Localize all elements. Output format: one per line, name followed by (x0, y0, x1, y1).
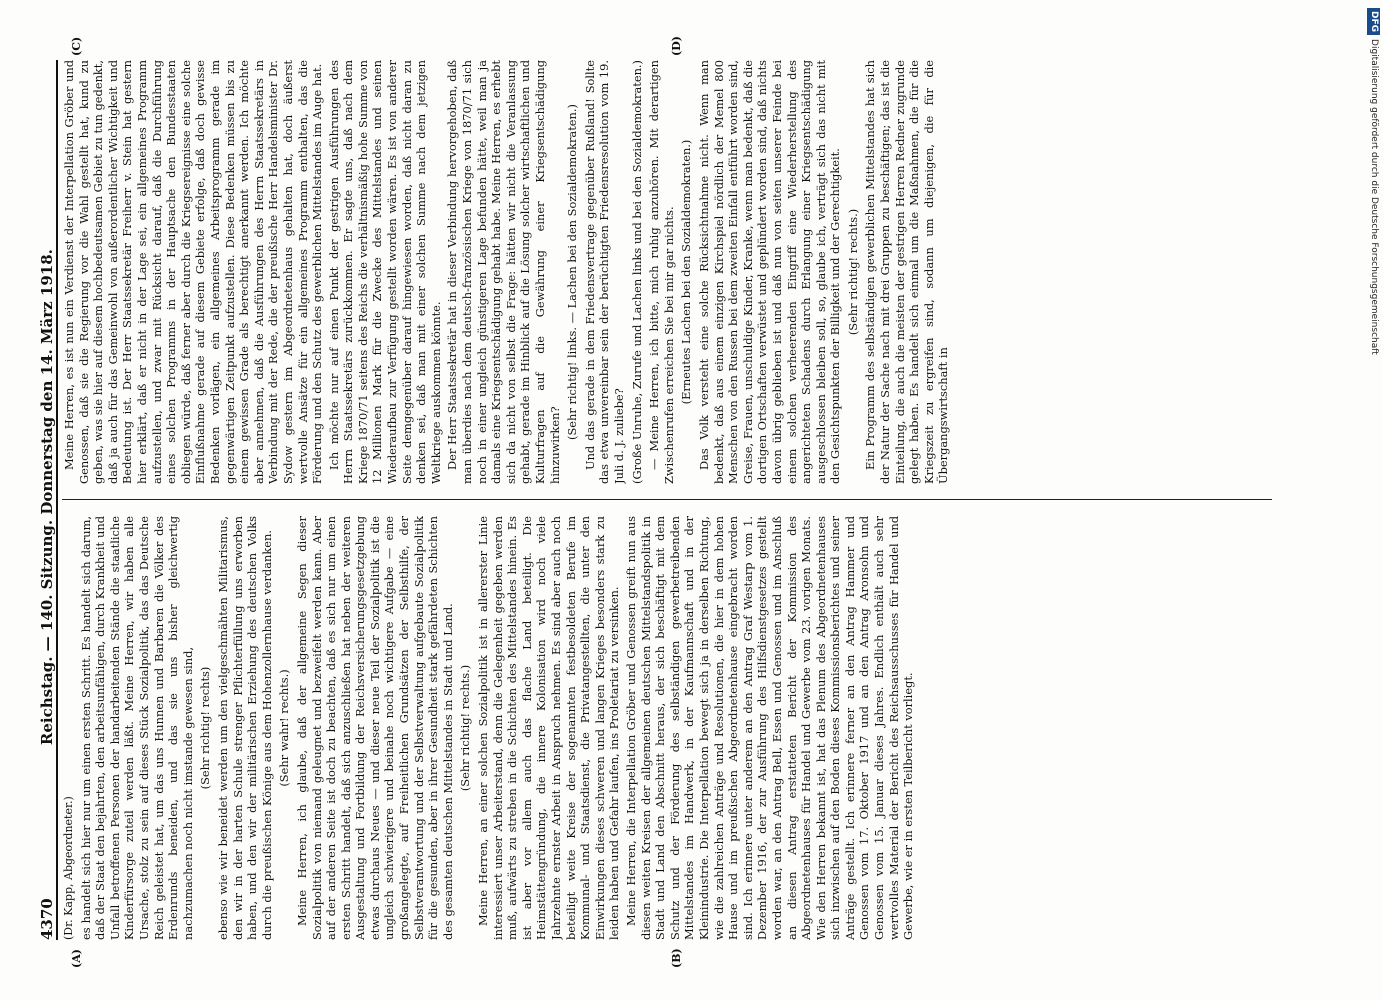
paragraph: Ich möchte nur auf einen Punkt der gestrigen Ausführungen des Herrn Staatssekretärs zurückkommen. Er sagte uns, daß nach dem Kriege 1870/71 seitens des Reichs die verhältnismäßig hohe Summe von 12 Millionen Mark für die Zwecke des Mittelstandes und seinen Wiederaufbau zur Verfügung gestellt worden wären. Es ist von anderer Seite demgegenüber darauf hingewiesen worden, daß nicht daran zu denken sei, daß man mit einer solchen Summe nach dem jetzigen Weltkriege auskommen könnte. (326, 60, 443, 484)
digitization-credit: Digitalisierung gefördert durch die Deutsche Forschungsgemeinschaft (1369, 39, 1379, 355)
left-column (62, 516, 1277, 940)
page-header-title: Reichstag. — 140. Sitzung. Donnerstag den 14. März 1918. (38, 249, 56, 746)
paragraph: ebenso wie wir beneidet werden um den vielgeschmähten Militarismus, den wir in der harten Schule strenger Pflichterfüllung uns erworben haben, und den wir der militärischen Erziehung des deutschen Volks durch die preußischen Könige aus dem Hohenzollernhause verdanken. (215, 516, 274, 940)
interjection: (Sehr richtig! rechts.) (845, 208, 860, 336)
interjection: (Große Unruhe, Zurufe und Lachen links und bei den Sozialdemokraten.) (629, 60, 644, 484)
column-divider (62, 499, 1272, 500)
paragraph: Meine Herren, ich glaube, daß der allgemeine Segen dieser Sozialpolitik von niemand geleugnet und bezweifelt werden kann. Aber auf der anderen Seite ist doch zu beachten, daß es sich nur um einen ersten Schritt handelt, daß sich anzuschließen hat neben der weiteren Ausgestaltung und Fortbildung der Reichsversicherungsgesetzgebung etwas durchaus Neues — und dieser neue Teil der Sozialpolitik ist die ungleich schwierigere und beinahe noch wichtigere Aufgabe — eine großangelegte, auf Freiheitlichen Grundsätzen der Selbsthilfe, der Selbstverantwortung und der Selbstverwaltung aufgebaute Sozialpolitik für die gesunden, aber in ihrer Gesundheit stark gefährdeten Schichten des gesamten deutschen Mittelstandes in Stadt und Land. (294, 516, 455, 940)
paragraph: Meine Herren, an einer solchen Sozialpolitik ist in allererster Linie interessiert unser Arbeiterstand, denn die Gelegenheit gegeben werden muß, aufwärts zu streben in die Schichten des Mittelstandes hinein. Es ist aber vor allem auch das flache Land beteiligt. Die Heimstättengründung, die innere Kolonisation wird noch viele Jahrzehnte ernster Arbeit in Anspruch nehmen. Es sind aber auch noch beteiligt weite Kreise der sogenannten festbesoldeten Berufe im Kommunal- und Staatsdienst, die Privatangestellten, die unter den Einwirkungen dieses schweren und langen Krieges besonders stark zu leiden haben und Gefahr laufen, ins Proletariat zu versinken. (476, 516, 622, 940)
interjection: (Sehr richtig! rechts) (198, 666, 213, 790)
margin-marker-c: (C) (70, 36, 83, 56)
rotated-document-page (30, 36, 1290, 968)
paragraph: Das Volk versteht eine solche Rücksichtnahme nicht. Wenn man bedenkt, daß aus einem einzigen Kirchspiel nördlich der Memel 800 Menschen von den Russen bei dem zweiten Einfall entführt worden sind, Greise, Frauen, unschuldige Kinder, Kranke, wenn man bedenkt, daß die dortigen Ortschaften verwüstet und geplündert worden sind, daß nichts davon übrig geblieben ist und daß nun von seiten unserer Feinde bei einem solchen verheerenden Eingriff eine Wiederherstellung des angerichteten Schadens durch Erlangung einer Kriegsentschädigung ausgeschlossen bleiben soll, so, glaube ich, verträgt sich das nicht mit den Gesichtspunkten der Billigkeit und der Gerechtigkeit. (696, 60, 843, 484)
margin-marker-d: (D) (670, 36, 683, 56)
digitization-sidebar (1367, 8, 1381, 992)
interjection: (Sehr wahr! rechts.) (277, 669, 292, 787)
paragraph: Meine Herren, die Interpellation Gröber und Genossen greift nun aus diesen weiten Kreisen der allgemeinen deutschen Mittelstandspolitik in Stadt und Land den Abschnitt heraus, der sich beschäftigt mit dem Schutz und der Förderung des selbständigen gewerbetreibenden Mittelstandes im Handwerk, in der Kaufmannschaft und in der Kleinindustrie. Die Interpellation bewegt sich ja in derselben Richtung, wie die zahlreichen Anträge und Resolutionen, die hier in dem hohen Hause und im preußischen Abgeordnetenhause eingebracht worden sind. Ich erinnere unter anderem an den Antrag Graf Westarp vom 1. Dezember 1916, der zur Ausführung des Hilfsdienstgesetzes gestellt worden war, an den Antrag Bell, Essen und Genossen und im Anschluß an diesen Antrag erstatteten Bericht der Kommission des Abgeordnetenhauses für Handel und Gewerbe vom 23. vorigen Monats. Wie den Herren bekannt ist, hat das Plenum des Abgeordnetenhauses sich inzwischen auf den Boden dieses Kommissionsberichtes und seiner Anträge gestellt. Ich erinnere ferner an den Antrag Hammer und Genossen vom 17. Oktober 1917 und an den Antrag Aronsohn und Genossen vom 15. Januar dieses Jahres. Endlich enthält auch sehr wertvolles Material der Bericht des Reichsausschusses für Handel und Gewerbe, wie er in ersten Teilbericht vorliegt. (623, 516, 916, 940)
interjection: (Sehr richtig! links. — Lachen bei den Sozialdemokraten.) (565, 104, 580, 440)
paragraph: Und das gerade in dem Friedensvertrage gegenüber Rußland! Sollte das etwa unvereinbar sein der berüchtigten Friedensresolution vom 19. Juli d. J. zuliebe? (582, 60, 626, 484)
page-number: 4370 (38, 898, 56, 940)
margin-marker-a: (A) (70, 949, 83, 968)
right-column (62, 60, 1277, 484)
paragraph: Meine Herren, es ist nun ein Verdienst der Interpellation Gröber und Genossen, daß sie die Regierung vor die Wahl gestellt hat, kund zu geben, was sie hier auf diesem hochbedeutsamen Gebiet zu tun gedenkt, daß ja auch für das Gemeinwohl von außerordentlicher Wichtigkeit und Bedeutung ist. Der Herr Staatssekretär Freiherr v. Stein hat gestern hier erklärt, daß er nicht in der Lage sei, ein allgemeines Programm aufzustellen, und zwar mit Rücksicht darauf, daß die Durchführung eines solchen Programms in der Hauptsache den Bundesstaaten obliegen würde, daß ferner aber durch die Kriegsereignisse eine solche Einflußnahme gerade auf diesem Gebiete erfolge, daß doch gewisse Bedenken vorlägen, ein allgemeines Arbeitsprogramm gerade im gegenwärtigen Zeitpunkt aufzustellen. Diese Bedenken müssen bis zu einem gewissen Grade als berechtigt anerkannt werden. Ich möchte aber annehmen, daß die Ausführungen des Herrn Staatssekretärs in Verbindung mit der Rede, die der preußische Herr Handelsminister Dr. Sydow gestern im Abgeordnetenhaus gehalten hat, doch äußerst wertvolle Ansätze für ein allgemeines Programm enthalten, das die Förderung und den Schutz des gewerblichen Mittelstandes im Auge hat. (62, 60, 325, 484)
dfg-logo: DFG (1368, 8, 1381, 35)
interjection: (Sehr richtig! rechts.) (458, 664, 473, 792)
paragraph: es handelt sich hier nur um einen ersten Schritt. Es handelt sich darum, daß der Staat den bejahrten, den arbeitsunfähigen, durch Krankheit und Unfall betroffenen Personen der handarbeitenden Stände die staatliche Kinderfürsorge zuteil werden läßt. Meine Herren, wir haben alle Ursache, stolz zu sein auf dieses Stück Sozialpolitik, das das Deutsche Reich geleistet hat, um das uns Hunnen und Barbaren die Völker des Erdenrunds beneiden, und das sie uns bisher gleichwertig nachzumachen noch nicht imstande gewesen sind, (78, 516, 195, 940)
speaker-label: (Dr. Kapp, Abgeordneter.) (62, 796, 75, 940)
paragraph: — Meine Herren, ich bitte, mich ruhig anzuhören. Mit derartigen Zwischenrufen erreichen Sie bei mir gar nichts. (647, 60, 676, 484)
page-header (30, 60, 58, 940)
margin-marker-b: (B) (670, 948, 683, 968)
interjection: (Erneutes Lachen bei den Sozialdemokraten.) (679, 139, 694, 405)
paragraph: Ein Programm des selbständigen gewerblichen Mittelstandes hat sich der Natur der Sache nach mit drei Gruppen zu beschäftigen; das ist die Einteilung, die auch die meisten der gestrigen Herren Redner zugrunde gelegt haben. Es handelt sich einmal um die Maßnahmen, die für die Kriegszeit zu ergreifen sind, sodann um diejenigen, die für die Übergangswirtschaft in (863, 60, 951, 484)
paragraph: Der Herr Staatssekretär hat in dieser Verbindung hervorgehoben, daß man überdies nach dem deutsch-französischen Kriege von 1870/71 sich noch in einer ungleich günstigeren Lage befunden hätte, weil man ja damals eine Kriegsentschädigung gehabt habe. Meine Herren, es erhebt sich da nicht von selbst die Frage: hätten wir nicht die Veranlassung gehabt, gerade im Hinblick auf die Lösung solcher wirtschaftlichen und Kulturfragen auf die Gewährung einer Kriegsentschädigung hinzuwirken? (445, 60, 562, 484)
